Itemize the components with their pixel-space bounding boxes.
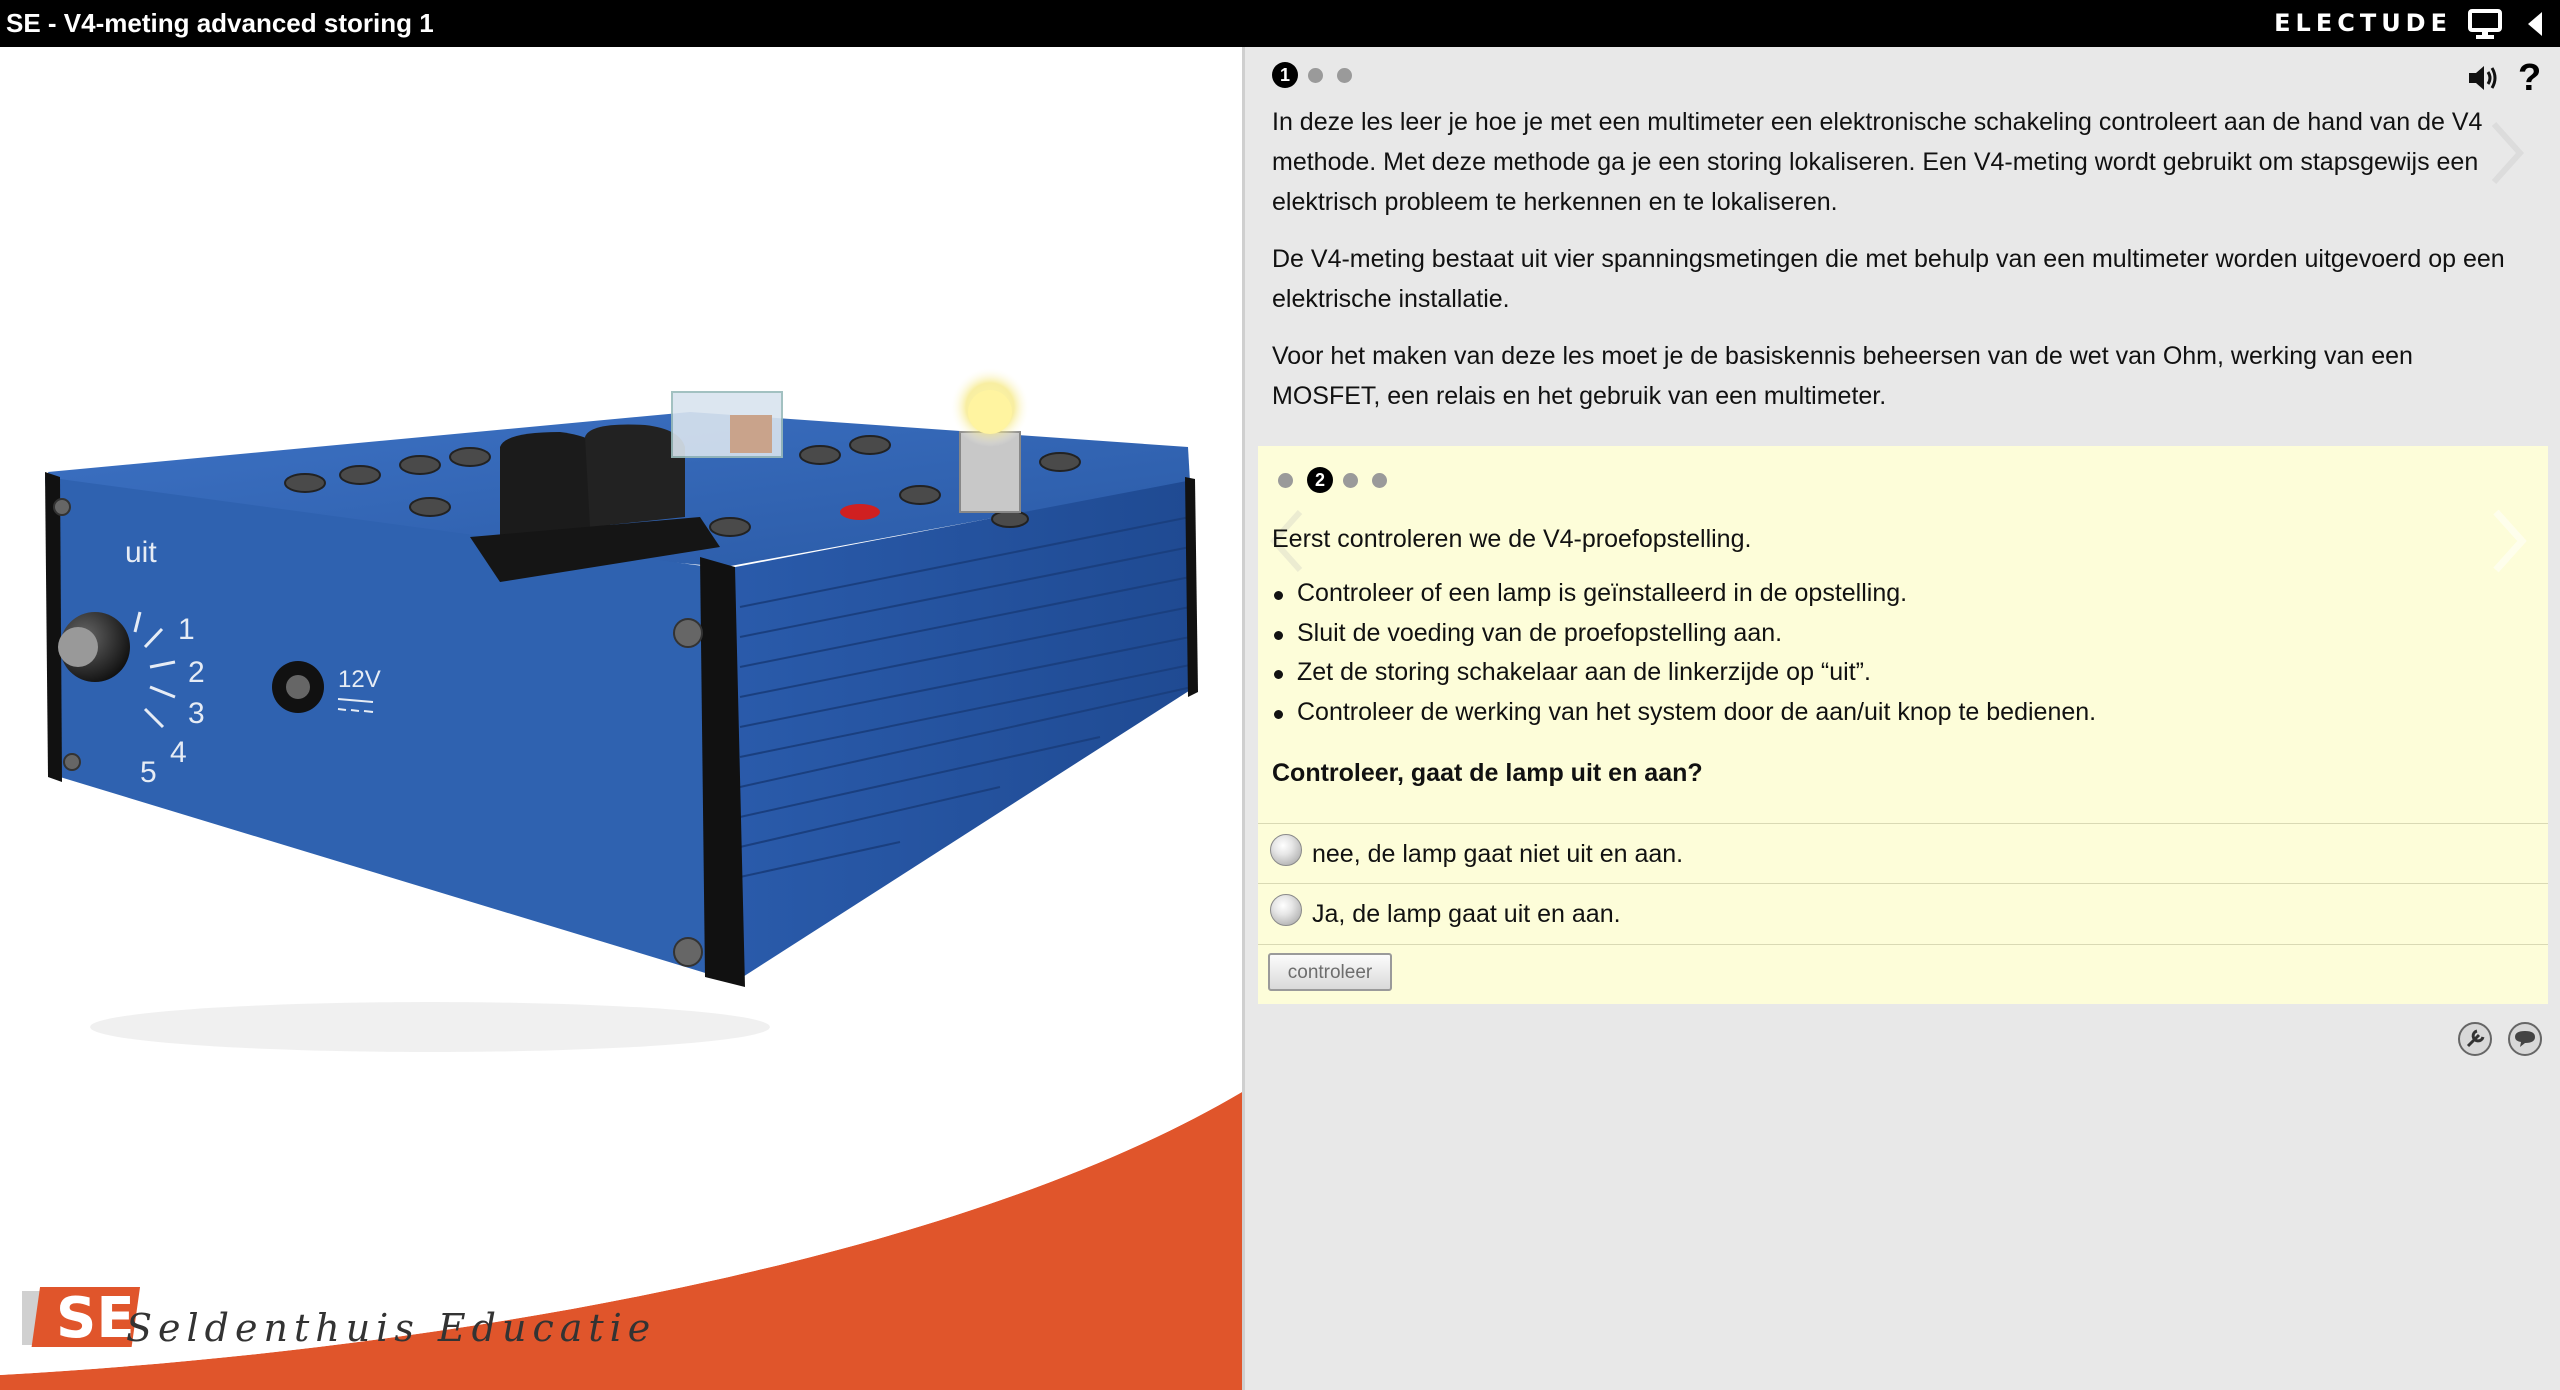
svg-text:3: 3 [188, 697, 205, 730]
answer-option[interactable] [1258, 823, 2548, 884]
question-prompt: Controleer, gaat de lamp uit en aan? [1272, 759, 1703, 787]
intro-text [1272, 102, 2512, 433]
question-step-dot[interactable] [1278, 473, 1293, 488]
question-step-dots [1278, 467, 1401, 493]
radio-button[interactable] [1270, 894, 1302, 926]
brand-logo: ELECTUDE [2274, 9, 2452, 37]
intro-step-dot[interactable] [1337, 68, 1352, 83]
help-icon[interactable]: ? [2518, 57, 2542, 99]
screen-icon[interactable] [2468, 8, 2502, 40]
check-button[interactable]: controleer [1268, 953, 1392, 991]
chat-icon[interactable] [2507, 1021, 2543, 1057]
question-step-dot[interactable] [1343, 473, 1358, 488]
list-item: Controleer of een lamp is geïnstalleerd in de opstelling. [1272, 574, 2096, 614]
intro-step-active[interactable]: 1 [1272, 62, 1298, 88]
answer-label: Ja, de lamp gaat uit en aan. [1312, 899, 1621, 928]
collapse-arrow-icon[interactable] [2522, 8, 2550, 40]
instruction-list [1272, 574, 2096, 732]
next-arrow-icon[interactable] [2488, 506, 2528, 576]
intro-step-dot[interactable] [1308, 68, 1323, 83]
svg-text:4: 4 [170, 736, 187, 769]
intro-paragraph: In deze les leer je hoe je met een multimeter een elektronische schakeling controleert aan de hand van de V4 methode. Met deze methode ga je een storing lokaliseren. Een V4-meting wordt gebruikt om stapsgewijs een elektrisch probleem te herkennen en te lokaliseren. [1272, 108, 2483, 216]
question-step-active[interactable]: 2 [1307, 467, 1333, 493]
panel-divider [1242, 47, 1245, 1390]
svg-text:2: 2 [188, 656, 205, 689]
device-image-panel [0, 47, 1242, 1390]
answer-option[interactable] [1258, 883, 2548, 945]
svg-text:5: 5 [140, 756, 157, 789]
answer-label: nee, de lamp gaat niet uit en aan. [1312, 839, 1684, 868]
intro-paragraph: Voor het maken van deze les moet je de basiskennis beheersen van de wet van Ohm, werking van een MOSFET, een relais en het gebruik van een multimeter. [1272, 342, 2413, 410]
sound-icon[interactable] [2466, 62, 2500, 94]
svg-text:SE: SE [56, 1286, 135, 1351]
tools-icon[interactable] [2457, 1021, 2493, 1057]
test-setup-illustration [0, 47, 1242, 1390]
question-step-dot[interactable] [1372, 473, 1387, 488]
svg-text:1: 1 [178, 613, 195, 646]
question-card [1258, 446, 2548, 1004]
switch-label: uit [125, 536, 157, 569]
list-item: Sluit de voeding van de proefopstelling aan. [1272, 614, 2096, 654]
lesson-title: SE - V4-meting advanced storing 1 [6, 8, 434, 38]
company-name: Seldenthuis Educatie [126, 1306, 657, 1350]
question-intro: Eerst controleren we de V4-proefopstelling. [1272, 525, 1752, 553]
jack-label: 12V [338, 666, 381, 693]
list-item: Controleer de werking van het system door de aan/uit knop te bedienen. [1272, 693, 2096, 733]
intro-paragraph: De V4-meting bestaat uit vier spanningsmetingen die met behulp van een multimeter worden uitgevoerd op een elektrische installatie. [1272, 245, 2505, 313]
top-bar [0, 0, 2560, 47]
list-item: Zet de storing schakelaar aan de linkerzijde op “uit”. [1272, 653, 2096, 693]
radio-button[interactable] [1270, 834, 1302, 866]
intro-step-dots [1272, 62, 1366, 88]
